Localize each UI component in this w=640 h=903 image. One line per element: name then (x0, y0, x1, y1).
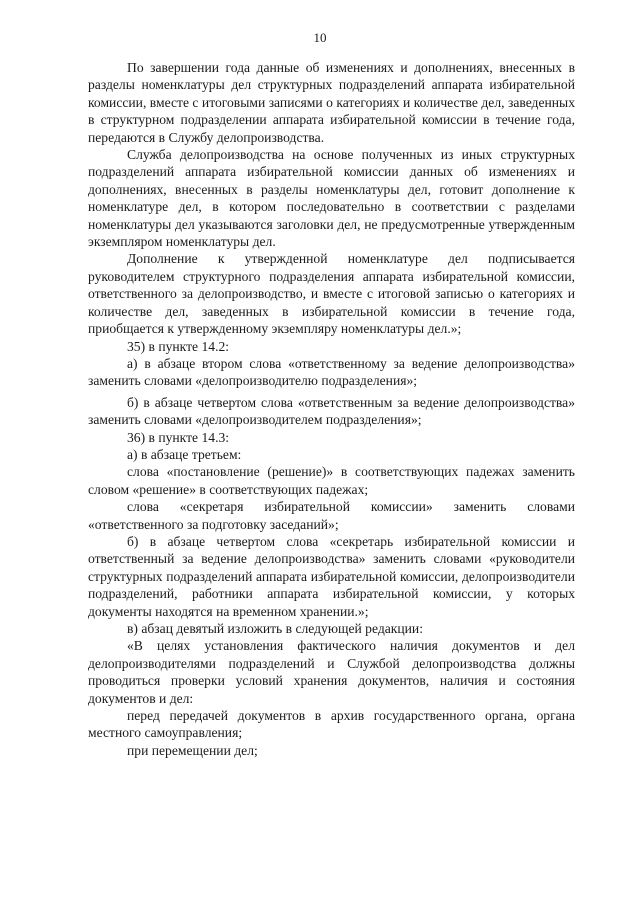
document-body (88, 59, 575, 759)
paragraph-item-36: 36) в пункте 14.3: (127, 429, 230, 445)
page-number: 10 (313, 30, 327, 45)
paragraph-item-35a: а) в абзаце втором слова «ответственному за ведение делопроизводства» заменить словами «делопроизводителю подразделения»; (88, 355, 575, 389)
paragraph-addendum-signing: Дополнение к утвержденной номенклатуре дел подписывается руководителем структурного подразделения аппарата избирательной комиссии, ответственного за делопроизводство, и вместе с итоговой записью о категориях и количестве дел, заведенных в избирательной комиссии в течение года, приобщается к утвержденному экземпляру номенклатуры дел.»; (88, 251, 575, 337)
paragraph-item-35b: б) в абзаце четвертом слова «ответственным за ведение делопроизводства» заменить словами «делопроизводителем подразделения»; (88, 394, 575, 428)
paragraph-item-35: 35) в пункте 14.2: (127, 338, 230, 354)
paragraph-item-36b: б) в абзаце четвертом слова «секретарь избирательной комиссии и ответственный за ведение делопроизводства» заменить словами «руководители структурных подразделений аппарата избирательной комиссии, делопроизводители подразделений, работники аппарата избирательной комиссии, у которых документы находятся на временном хранении.»; (88, 533, 575, 619)
paragraph-archive-transfer: перед передачей документов в архив государственного органа, органа местного самоуправления; (88, 708, 575, 741)
paragraph-item-36a-words-2: слова «секретаря избирательной комиссии» заменить словами «ответственного за подготовку заседаний»; (88, 499, 575, 532)
paragraph-year-end-transfer: По завершении года данные об изменениях и дополнениях, внесенных в разделы номенклатуры дел структурных подразделений аппарата избирательной комиссии, вместе с итоговыми записями о категориях и количестве дел, заведенных в структурном подразделении аппарата избирательной комиссии в течение года, передаются в Службу делопроизводства. (88, 60, 575, 145)
paragraph-item-36v: в) абзац девятый изложить в следующей редакции: (127, 621, 423, 636)
paragraph-relocation: при перемещении дел; (127, 742, 258, 758)
paragraph-item-36a: а) в абзаце третьем: (127, 446, 242, 462)
paragraph-service-addendum: Служба делопроизводства на основе полученных из иных структурных подразделений аппарата избирательной комиссии данных об изменениях и дополнениях, внесенных в разделы номенклатуры дел, готовит дополнение к номенклатуре дел, в котором последовательно в соответствии с разделами номенклатуры дел указываются заголовки дел, не предусмотренные утвержденным экземпляром номенклатуры дел. (88, 147, 575, 250)
paragraph-new-edition: «В целях установления фактического наличия документов и дел делопроизводителями подразделений и Службой делопроизводства должны проводиться проверки условий хранения документов, наличия и состояния документов и дел: (88, 638, 575, 706)
paragraph-item-36a-words-1: слова «постановление (решение)» в соответствующих падежах заменить словом «решение» в соответствующих падежах; (88, 464, 575, 497)
